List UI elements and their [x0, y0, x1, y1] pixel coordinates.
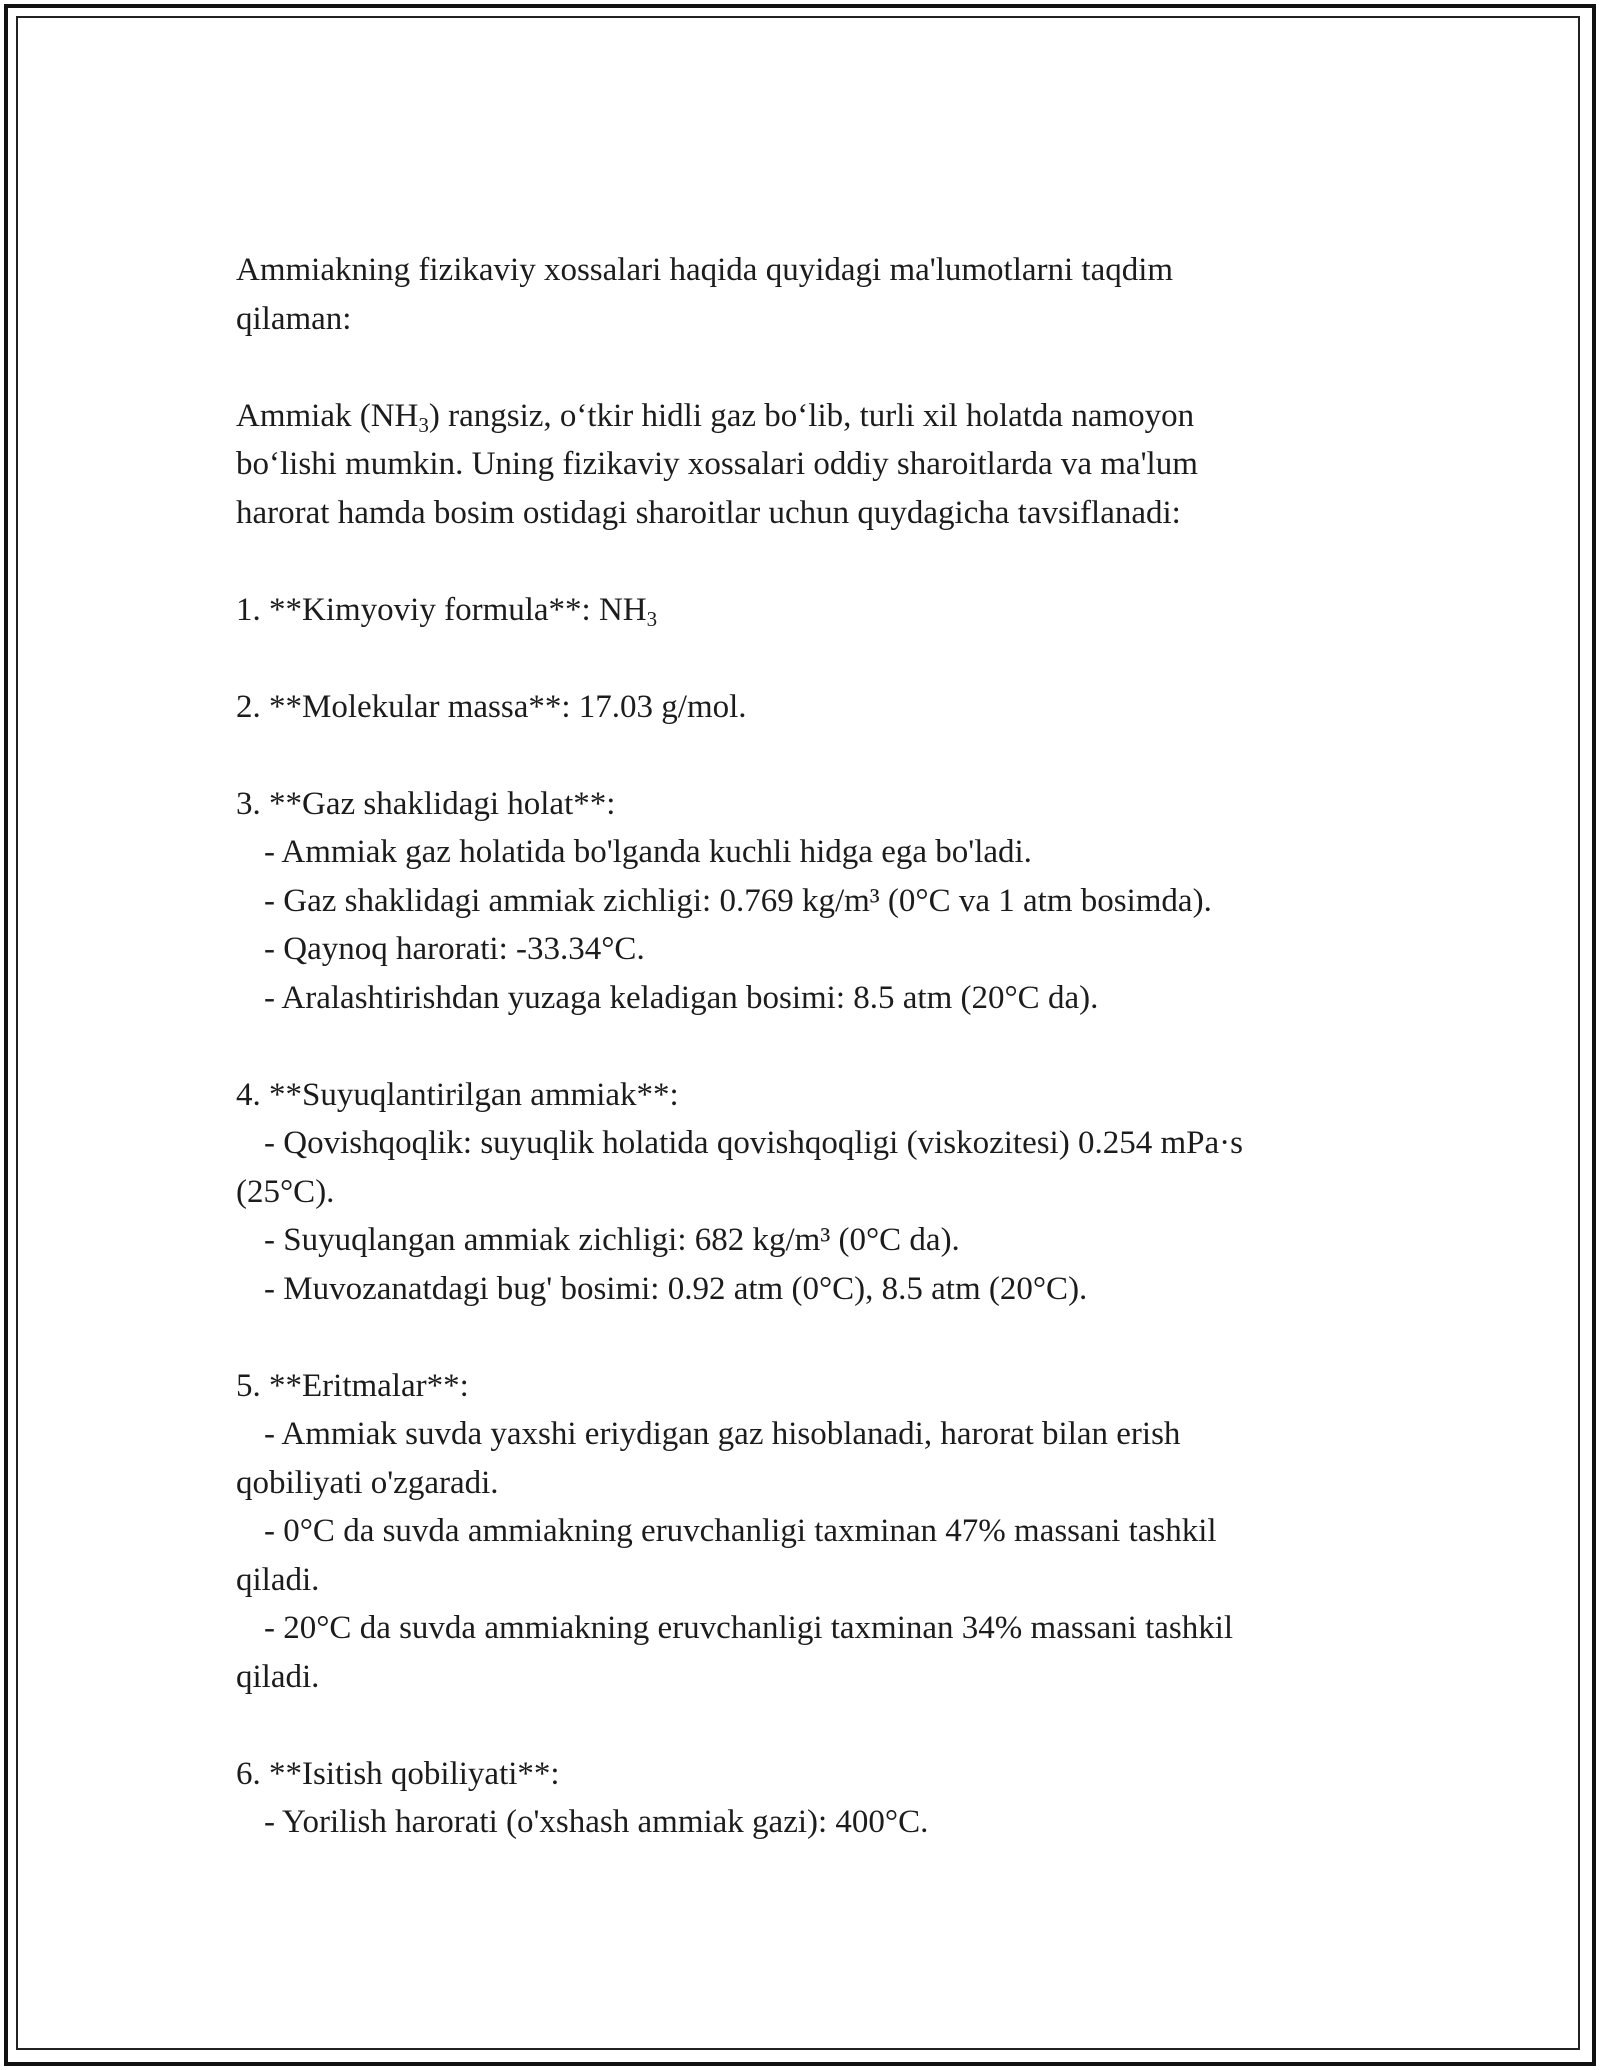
item-solutions-bullet-continuation: qiladi.	[236, 1658, 320, 1695]
item-solutions-bullet-continuation: qobiliyati o'zgaradi.	[236, 1464, 499, 1501]
item-liquid-bullet: - Suyuqlangan ammiak zichligi: 682 kg/m³ (0°C da).	[264, 1222, 960, 1258]
spacer	[236, 731, 1366, 780]
item-solutions-bullet: - 20°C da suvda ammiakning eruvchanligi taxminan 34% massani tashkil	[264, 1610, 1234, 1646]
item-solutions-bullet: - Ammiak suvda yaxshi eriydigan gaz hisoblanadi, harorat bilan erish	[264, 1416, 1181, 1452]
item-molecular-mass: 2. **Molekular massa**: 17.03 g/mol.	[236, 688, 747, 725]
item-formula-text: 1. **Kimyoviy formula**: NH	[236, 591, 647, 628]
item-solutions-heading: 5. **Eritmalar**:	[236, 1367, 469, 1404]
description-line-2: bo‘lishi mumkin. Uning fizikaviy xossalari oddiy sharoitlarda va ma'lum	[236, 446, 1198, 482]
spacer	[236, 1701, 1366, 1750]
item-gas-bullet: - Qaynoq harorati: -33.34°C.	[264, 931, 645, 967]
spacer	[236, 537, 1366, 586]
spacer	[236, 343, 1366, 392]
spacer	[236, 1022, 1366, 1071]
item-heating-heading: 6. **Isitish qobiliyati**:	[236, 1755, 560, 1792]
item-gas-bullet: - Aralashtirishdan yuzaga keladigan bosimi: 8.5 atm (20°C da).	[264, 979, 1099, 1016]
item-liquid-bullet-continuation: (25°C).	[236, 1173, 335, 1210]
item-heating-bullet: - Yorilish harorati (o'xshash ammiak gazi): 400°C.	[264, 1804, 929, 1840]
item-gas-bullet: - Ammiak gaz holatida bo'lganda kuchli hidga ega bo'ladi.	[264, 834, 1032, 870]
item-liquid-bullet: - Muvozanatdagi bug' bosimi: 0.92 atm (0°C), 8.5 atm (20°C).	[264, 1270, 1088, 1307]
description-text-b: ) rangsiz, o‘tkir hidli gaz bo‘lib, turli xil holatda namoyon	[428, 397, 1195, 434]
subscript-3: 3	[646, 606, 658, 631]
document-body	[236, 246, 1366, 1847]
description-line-1	[236, 392, 1366, 441]
subscript-3: 3	[418, 412, 429, 437]
item-gas-bullet: - Gaz shaklidagi ammiak zichligi: 0.769 kg/m³ (0°C va 1 atm bosimda).	[264, 882, 1212, 919]
item-formula	[236, 586, 1366, 635]
description-text-a: Ammiak (NH	[236, 397, 419, 434]
description-line-3: harorat hamda bosim ostidagi sharoitlar uchun quydagicha tavsiflanadi:	[236, 494, 1181, 531]
item-liquid-heading: 4. **Suyuqlantirilgan ammiak**:	[236, 1076, 679, 1113]
spacer	[236, 1313, 1366, 1362]
item-solutions-bullet: - 0°C da suvda ammiakning eruvchanligi taxminan 47% massani tashkil	[264, 1513, 1217, 1549]
item-gas-heading: 3. **Gaz shaklidagi holat**:	[236, 785, 616, 822]
item-liquid-bullet: - Qovishqoqlik: suyuqlik holatida qovishqoqligi (viskozitesi) 0.254 mPa·s	[264, 1125, 1243, 1161]
spacer	[236, 634, 1366, 683]
intro-line-2: qilaman:	[236, 300, 352, 337]
item-solutions-bullet-continuation: qiladi.	[236, 1561, 320, 1598]
intro-line-1: Ammiakning fizikaviy xossalari haqida quyidagi ma'lumotlarni taqdim	[236, 252, 1174, 288]
